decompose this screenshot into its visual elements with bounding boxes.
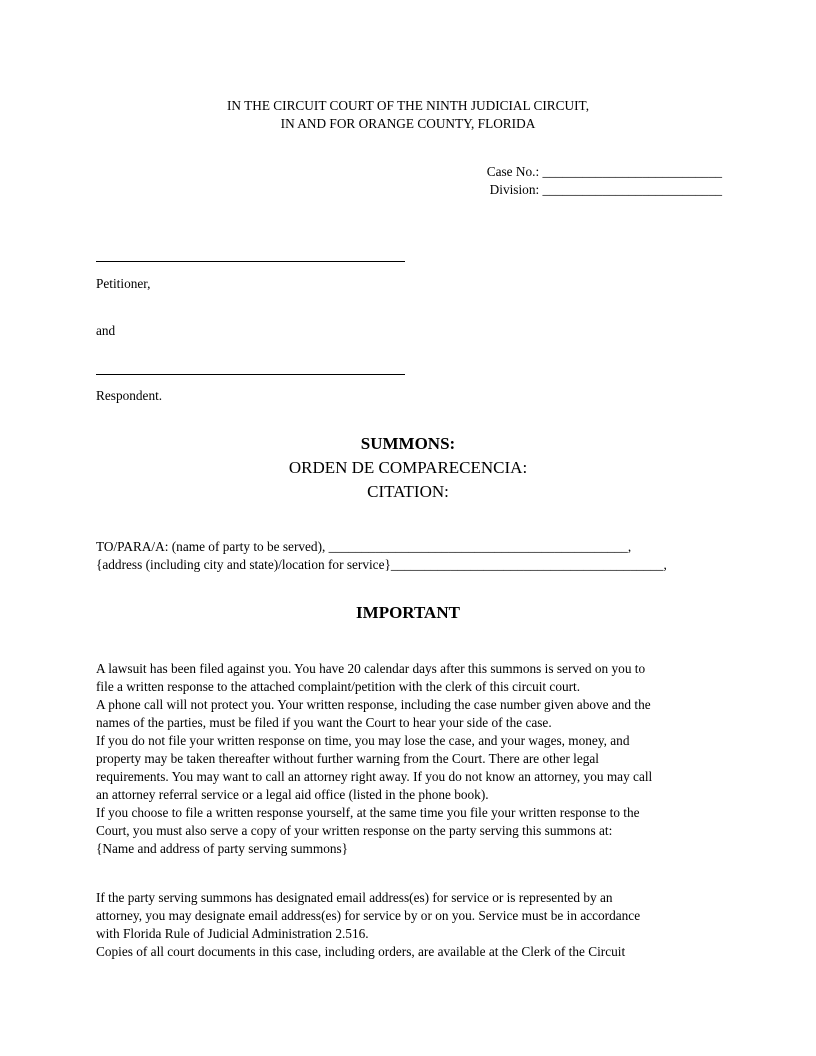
case-number-field: Case No.: ___________________________ bbox=[486, 164, 722, 179]
division-field: Division: ___________________________ bbox=[489, 182, 722, 197]
notice-line: requirements. You may want to call an attorney right away. If you do not know an attorney, you may call bbox=[96, 769, 653, 784]
citation-title: CITATION: bbox=[367, 482, 449, 501]
respondent-label: Respondent. bbox=[96, 388, 163, 403]
notice-line: {Name and address of party serving summons} bbox=[96, 841, 349, 856]
notice-line: with Florida Rule of Judicial Administration 2.516. bbox=[96, 926, 369, 941]
notice-line: If you do not file your written response on time, you may lose the case, and your wages, money, and bbox=[96, 733, 630, 748]
notice-line: attorney, you may designate email address(es) for service by or on you. Service must be in accordance bbox=[96, 908, 641, 923]
petitioner-signature-line bbox=[96, 261, 405, 262]
notice-line: If the party serving summons has designated email address(es) for service or is represented by an bbox=[96, 890, 613, 905]
important-notice-text bbox=[96, 660, 726, 858]
address-line: {address (including city and state)/location for service}_________________________________________, bbox=[96, 557, 667, 572]
court-name-line-1: IN THE CIRCUIT COURT OF THE NINTH JUDICIAL CIRCUIT, bbox=[226, 98, 590, 113]
court-name-line-2: IN AND FOR ORANGE COUNTY, FLORIDA bbox=[280, 116, 536, 131]
notice-line: Copies of all court documents in this case, including orders, are available at the Clerk of the Circuit bbox=[96, 944, 626, 959]
email-service-text bbox=[96, 889, 726, 961]
respondent-signature-line bbox=[96, 374, 405, 375]
notice-line: names of the parties, must be filed if you want the Court to hear your side of the case. bbox=[96, 715, 552, 730]
notice-line: property may be taken thereafter without further warning from the Court. There are other legal bbox=[96, 751, 599, 766]
notice-line: file a written response to the attached complaint/petition with the clerk of this circuit court. bbox=[96, 679, 581, 694]
orden-title: ORDEN DE COMPARECENCIA: bbox=[288, 458, 528, 477]
notice-line: an attorney referral service or a legal aid office (listed in the phone book). bbox=[96, 787, 489, 802]
summons-title: SUMMONS: bbox=[360, 434, 456, 453]
notice-line: A lawsuit has been filed against you. You have 20 calendar days after this summons is served on you to bbox=[96, 661, 646, 676]
and-label: and bbox=[96, 323, 116, 338]
notice-line: If you choose to file a written response yourself, at the same time you file your written response to the bbox=[96, 805, 640, 820]
notice-line: A phone call will not protect you. Your written response, including the case number given above and the bbox=[96, 697, 651, 712]
important-heading: IMPORTANT bbox=[356, 603, 460, 622]
petitioner-label: Petitioner, bbox=[96, 276, 151, 291]
notice-line: Court, you must also serve a copy of your written response on the party serving this summons at: bbox=[96, 823, 613, 838]
to-party-line: TO/PARA/A: (name of party to be served), _____________________________________________, bbox=[96, 539, 632, 554]
